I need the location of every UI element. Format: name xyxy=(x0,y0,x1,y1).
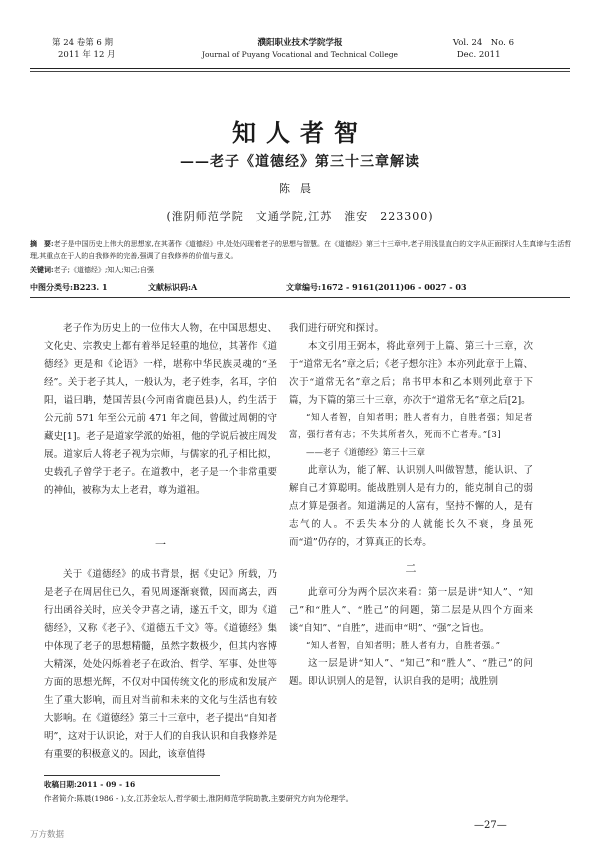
article-affiliation: (淮阴师范学院 文通学院,江苏 淮安 223300) xyxy=(166,210,434,223)
author-bio: 作者简介:陈晨(1986 - ),女,江苏金坛人,哲学硕士,淮阴师范学院助教,主要研究方向为伦理学。 xyxy=(44,794,354,803)
left-column xyxy=(44,320,277,764)
header-journal xyxy=(150,37,450,61)
abstract xyxy=(30,238,575,262)
watermark: 万方数据 xyxy=(30,830,65,840)
keywords xyxy=(30,264,575,276)
meta-rule xyxy=(30,297,570,298)
received-date: 收稿日期:2011 - 09 - 16 xyxy=(44,780,136,789)
article-author: 陈晨 xyxy=(279,182,321,195)
header-volume-cn xyxy=(52,37,116,61)
header-volume-en xyxy=(453,37,514,61)
right-column xyxy=(289,320,533,691)
keywords-text: 老子;《道德经》;知人;知己;自强 xyxy=(53,266,155,274)
journal-name-cn: 濮阳职业技术学院学报 xyxy=(257,38,343,48)
article-title: 知人者智 xyxy=(232,118,368,147)
header-rule xyxy=(30,68,570,69)
journal-name-en: Journal of Puyang Vocational and Technical College xyxy=(201,50,398,59)
right-paragraph-3: 此章认为，能了解、认识别人叫做智慧，能认识、了解自己才算聪明。能战胜别人是有力的，能克制自己的弱点才算是强者。知道满足的人富有，坚持不懈的人，是有志气的人。不丢失本分的人就能长久不衰，身虽死而“道”仍存的，才算真正的长寿。 xyxy=(289,465,533,548)
footnotes xyxy=(44,778,544,806)
article-number: 文章编号:1672 - 9161(2011)06 - 0027 - 03 xyxy=(286,282,467,292)
header-rule-thin xyxy=(30,71,570,72)
right-paragraph-4: 此章可分为两个层次来看：第一层是讲“知人”、“知己”和“胜人”、“胜己”的问题，第二层是从四个方面来谈“自知”、“自胜”，进而申“明”、“强”之旨也。 xyxy=(289,587,533,634)
header-volume-issue: 第 24 卷第 6 期 xyxy=(52,38,114,48)
abstract-text: 老子是中国历史上伟大的思想家,在其著作《道德经》中,处处闪现着老子的思想与智慧。在《道德经》第三十三章中,老子用浅显直白的文字从正面探讨人生真谛与生活哲理,其重点在于人的自我修养的完善,强调了自我修养的价值与意义。 xyxy=(30,240,572,260)
header-date-en: Dec. 2011 xyxy=(456,50,501,60)
right-paragraph-5: 这一层是讲“知人”、“知己”和“胜人”、“胜己”的问题。即认识别人的是智，认识自我的是明；战胜别 xyxy=(289,658,533,687)
section-heading-1: 一 xyxy=(155,538,166,551)
right-paragraph-2: 本文引用王弼本，将此章列于上篇、第三十三章，次于“道常无名”章之后；《老子想尔注》本亦列此章于上篇、次于“道常无名”章之后；帛书甲本和乙本则列此章于下篇，为下篇的第三十三章，亦次于“道常无名”章之后[2]。 xyxy=(289,341,533,406)
quote-chapter-33: “知人者智，自知者明；胜人者有力，自胜者强；知足者富，强行者有志；不失其所者久，死而不亡者寿。”[3] xyxy=(289,413,533,440)
left-paragraph-2: 关于《道德经》的成书背景，据《史记》所载，乃是老子在周居住已久，看见周逐渐衰微，因而离去，西行出函谷关时，应关令尹喜之请，遂五千文，即为《道德经》，又称《老子》、《道德五千文》等。《道德经》集中体现了老子的思想精髓，虽然字数极少，但其内容博大精深，处处闪烁着老子在政治、哲学、军事、处世等方面的思想光辉，不仅对中国传统文化的形成和发展产生了重大影响，而且对当前和未来的文化与生活也有较大影响。在《道德经》第三十三章中，老子提出“自知者明”，这对于认识论，对于人们的自我认识和自我修养是有重要的积极意义的。因此，该章值得 xyxy=(44,569,277,760)
header-date-cn: 2011 年 12 月 xyxy=(58,50,116,60)
clc-number: 中图分类号:B223. 1 xyxy=(30,282,108,292)
quote-first-layer: “知人者智，自知者明；胜人者有力，自胜者强。” xyxy=(306,641,501,651)
document-code: 文献标识码:A xyxy=(148,282,198,292)
section-heading-2: 二 xyxy=(405,562,417,575)
right-paragraph-1: 我们进行研究和探讨。 xyxy=(289,323,385,334)
footnote-rule xyxy=(44,775,220,776)
article-subtitle: ——老子《道德经》第三十三章解读 xyxy=(180,154,420,170)
header-vol-no-en: Vol. 24 No. 6 xyxy=(452,38,514,48)
left-paragraph-1: 老子作为历史上的一位伟大人物，在中国思想史、文化史、宗教史上都有着举足轻重的地位，其著作《道德经》更是和《论语》一样，堪称中华民族灵魂的“圣经”。关于老子其人，一般认为，老子姓李，名耳，字伯阳，谥曰聃，楚国苦县(今河南省鹿邑县)人，约生活于公元前 571 年至公元前 471 年之间，曾做过周朝的守藏史[1]。老子是道家学派的始祖，他的学说后被庄周发展。道家后人将老子视为宗师，与儒家的孔子相比拟，史载孔子曾学于老子。在道教中，老子是一个非常重要的神仙，被称为太上老君，尊为道祖。 xyxy=(44,323,277,496)
page-number: —27— xyxy=(474,820,507,831)
keywords-label: 关键词: xyxy=(30,265,54,274)
abstract-label: 摘 要: xyxy=(30,239,54,248)
quote-source: ——老子《道德经》第三十三章 xyxy=(306,448,426,458)
